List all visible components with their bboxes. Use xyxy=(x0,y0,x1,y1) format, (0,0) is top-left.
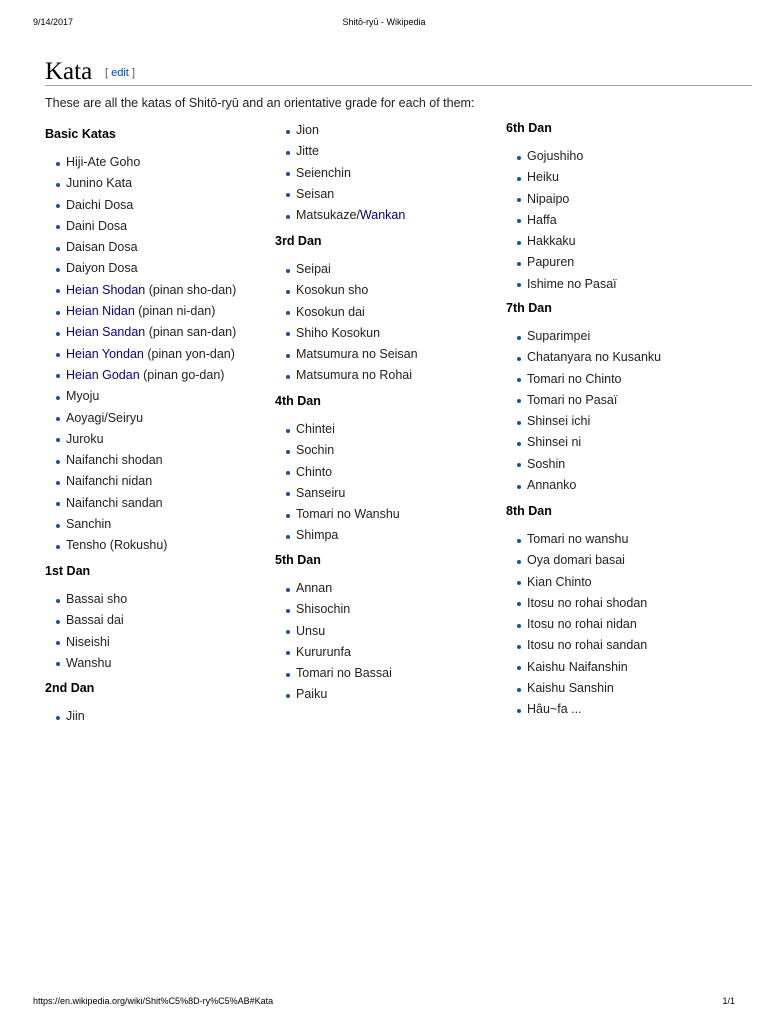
kata-list xyxy=(275,259,418,387)
kata-item xyxy=(506,274,617,295)
kata-text: Kian Chinto xyxy=(527,574,592,589)
kata-item xyxy=(275,684,392,705)
kata-item xyxy=(45,535,236,556)
kata-item xyxy=(45,258,236,279)
kata-item xyxy=(506,231,617,252)
print-date: 9/14/2017 xyxy=(33,17,74,27)
kata-text: Tomari no Wanshu xyxy=(296,507,400,522)
kata-text: Kaishu Naifanshin xyxy=(527,659,628,674)
kata-text: (pinan sho-dan) xyxy=(145,282,237,297)
kata-item xyxy=(506,252,617,273)
kata-text: Itosu no rohai sandan xyxy=(527,638,648,653)
kata-text: Wanshu xyxy=(66,655,112,670)
kata-link[interactable]: Heian Shodan xyxy=(66,282,146,297)
kata-text: Ishime no Pasaï xyxy=(527,276,617,291)
kata-text: Suparimpei xyxy=(527,329,591,343)
kata-list xyxy=(506,529,647,721)
kata-item xyxy=(275,599,392,620)
kata-text: Tomari no Pasaï xyxy=(527,392,618,407)
kata-list xyxy=(45,589,127,674)
kata-text: Annanko xyxy=(527,478,577,493)
print-page-number: 1/1 xyxy=(722,996,735,1006)
kata-item xyxy=(506,454,661,475)
kata-text: Aoyagi/Seiryu xyxy=(66,410,144,425)
kata-item xyxy=(45,632,127,653)
kata-item xyxy=(275,525,400,546)
kata-item xyxy=(275,578,392,599)
kata-item xyxy=(275,280,418,301)
kata-item xyxy=(45,344,236,365)
kata-link[interactable]: Heian Sandan xyxy=(66,325,146,340)
kata-item xyxy=(506,572,647,593)
kata-text: Unsu xyxy=(296,623,326,638)
kata-item xyxy=(45,280,236,301)
edit-link[interactable]: edit xyxy=(111,67,129,79)
grade-heading: Basic Katas xyxy=(45,127,116,141)
kata-text: Daini Dosa xyxy=(66,218,128,233)
kata-link[interactable]: Heian Nidan xyxy=(66,304,135,319)
kata-item xyxy=(506,529,647,550)
kata-text: Paiku xyxy=(296,687,328,702)
kata-item xyxy=(506,432,661,453)
kata-text: Kosokun sho xyxy=(296,283,369,298)
kata-item xyxy=(275,120,405,141)
kata-list xyxy=(45,706,94,727)
kata-item xyxy=(275,504,400,525)
kata-item xyxy=(45,589,127,610)
kata-text: Kururunfa xyxy=(296,644,351,659)
kata-item xyxy=(506,635,647,656)
kata-item xyxy=(45,514,236,535)
kata-item xyxy=(506,699,647,720)
print-page-title: Shitō-ryū - Wikipedia xyxy=(342,17,426,27)
kata-group xyxy=(275,120,405,226)
kata-text: Annan xyxy=(296,581,333,595)
kata-text: Papuren xyxy=(527,255,575,270)
kata-group xyxy=(506,502,647,721)
kata-text: Bassai dai xyxy=(66,613,124,628)
print-url: https://en.wikipedia.org/wiki/Shit%C5%8D-ry%C5%AB#Kata xyxy=(33,996,274,1006)
kata-text: Chatanyara no Kusanku xyxy=(527,350,662,365)
kata-text: Soshin xyxy=(527,456,566,471)
kata-item xyxy=(45,471,236,492)
grade-heading: 5th Dan xyxy=(275,553,321,567)
kata-text: Jion xyxy=(296,123,319,137)
kata-link[interactable]: Heian Yondan xyxy=(66,346,144,361)
kata-item xyxy=(275,163,405,184)
kata-item xyxy=(45,216,236,237)
kata-item xyxy=(275,141,405,162)
kata-item xyxy=(45,706,94,727)
kata-item xyxy=(275,663,392,684)
kata-text: Seipai xyxy=(296,262,331,276)
kata-item xyxy=(506,678,647,699)
section-intro: These are all the katas of Shitō-ryū and an orientative grade for each of them: xyxy=(45,96,475,110)
kata-item xyxy=(506,614,647,635)
kata-text: Itosu no rohai nidan xyxy=(527,617,637,632)
kata-item xyxy=(506,475,661,496)
grade-heading: 4th Dan xyxy=(275,394,321,408)
kata-text: Nipaipo xyxy=(527,191,570,206)
kata-group xyxy=(275,551,392,706)
edit-bracket-open: [ xyxy=(105,67,109,79)
section-heading xyxy=(45,58,752,86)
kata-item xyxy=(45,173,236,194)
kata-text: Hakkaku xyxy=(527,234,576,249)
kata-text: Matsumura no Seisan xyxy=(296,347,418,362)
kata-text: (pinan go-dan) xyxy=(139,367,225,382)
kata-item xyxy=(45,493,236,514)
kata-item xyxy=(45,429,236,450)
edit-section xyxy=(105,67,135,79)
kata-item xyxy=(45,450,236,471)
kata-text: Oya domari basai xyxy=(527,553,625,568)
kata-text: Kosokun dai xyxy=(296,304,365,319)
kata-item xyxy=(45,152,236,173)
kata-item xyxy=(506,326,661,347)
kata-list xyxy=(275,578,392,706)
kata-text: Chintei xyxy=(296,422,335,436)
kata-text: Naifanchi sandan xyxy=(66,495,163,510)
kata-item xyxy=(275,419,400,440)
kata-text: Naifanchi nidan xyxy=(66,474,153,489)
kata-text: Hiji-Ate Goho xyxy=(66,155,141,169)
kata-item xyxy=(275,184,405,205)
kata-item xyxy=(506,657,647,678)
kata-list xyxy=(506,146,617,295)
kata-group xyxy=(45,125,236,557)
kata-text: Chinto xyxy=(296,464,333,479)
grade-heading: 2nd Dan xyxy=(45,681,95,695)
kata-text: Daisan Dosa xyxy=(66,240,138,255)
kata-text: Daichi Dosa xyxy=(66,197,134,212)
kata-item xyxy=(275,483,400,504)
grade-heading: 7th Dan xyxy=(506,301,552,315)
kata-group xyxy=(506,119,617,295)
kata-text: Seienchin xyxy=(296,165,351,180)
kata-text: Itosu no rohai shodan xyxy=(527,595,648,610)
kata-text: Myoju xyxy=(66,389,100,404)
kata-text: Matsumura no Rohai xyxy=(296,368,413,383)
kata-item xyxy=(45,408,236,429)
kata-item xyxy=(275,323,418,344)
kata-list xyxy=(275,120,405,226)
kata-text: Shinsei ichi xyxy=(527,414,591,429)
kata-item xyxy=(45,610,127,631)
section-title: Kata xyxy=(45,58,93,85)
kata-item xyxy=(506,411,661,432)
kata-text: Hâu~fa ... xyxy=(527,702,582,717)
kata-text: Tomari no Chinto xyxy=(527,371,622,386)
kata-text: Haffa xyxy=(527,212,557,227)
kata-text: Shinsei ni xyxy=(527,435,582,450)
kata-text: Tensho (Rokushu) xyxy=(66,538,168,553)
kata-text: Seisan xyxy=(296,186,335,201)
kata-text: (pinan yon-dan) xyxy=(143,346,235,361)
kata-item xyxy=(45,386,236,407)
kata-item xyxy=(506,369,661,390)
kata-list xyxy=(275,419,400,547)
kata-text: Tomari no Bassai xyxy=(296,666,392,681)
kata-text: Junino Kata xyxy=(66,176,133,191)
kata-item xyxy=(275,365,418,386)
kata-item xyxy=(275,344,418,365)
kata-text: Shiho Kosokun xyxy=(296,325,381,340)
kata-group xyxy=(45,562,127,674)
kata-item xyxy=(506,593,647,614)
kata-item xyxy=(45,322,236,343)
kata-text: Sanseiru xyxy=(296,485,346,500)
kata-item xyxy=(506,189,617,210)
kata-text: Tomari no wanshu xyxy=(527,532,629,546)
kata-item xyxy=(45,301,236,322)
kata-item xyxy=(506,167,617,188)
edit-bracket-close: ] xyxy=(131,67,135,79)
kata-list xyxy=(45,152,236,557)
kata-text: Matsukaze/ xyxy=(296,208,360,223)
kata-item xyxy=(45,653,127,674)
kata-link[interactable]: Heian Godan xyxy=(66,367,140,382)
grade-heading: 8th Dan xyxy=(506,504,552,518)
kata-item xyxy=(45,365,236,386)
kata-group xyxy=(45,679,94,727)
kata-text: Niseishi xyxy=(66,634,110,649)
kata-item xyxy=(506,210,617,231)
grade-heading: 3rd Dan xyxy=(275,234,322,248)
kata-item xyxy=(45,237,236,258)
kata-link[interactable]: Wankan xyxy=(359,208,406,223)
kata-text: Gojushiho xyxy=(527,149,584,163)
kata-item xyxy=(45,195,236,216)
kata-text: Kaishu Sanshin xyxy=(527,681,614,696)
kata-text: Bassai sho xyxy=(66,592,128,606)
kata-group xyxy=(506,299,661,496)
kata-text: Heiku xyxy=(527,170,559,185)
kata-item xyxy=(506,347,661,368)
kata-item xyxy=(275,259,418,280)
kata-text: Shimpa xyxy=(296,528,339,543)
kata-text: Naifanchi shodan xyxy=(66,453,163,468)
kata-item xyxy=(275,440,400,461)
kata-group xyxy=(275,392,400,547)
kata-item xyxy=(275,642,392,663)
kata-text: Juroku xyxy=(66,431,104,446)
kata-text: Jiin xyxy=(66,709,85,723)
kata-item xyxy=(275,621,392,642)
kata-text: Sanchin xyxy=(66,517,112,532)
kata-item xyxy=(275,205,405,226)
kata-group xyxy=(275,232,418,387)
kata-text: Shisochin xyxy=(296,602,351,617)
kata-item xyxy=(275,462,400,483)
kata-text: (pinan ni-dan) xyxy=(134,304,216,319)
kata-item xyxy=(506,146,617,167)
kata-item xyxy=(275,302,418,323)
kata-text: Sochin xyxy=(296,443,335,458)
kata-text: (pinan san-dan) xyxy=(145,325,237,340)
kata-item xyxy=(506,390,661,411)
grade-heading: 1st Dan xyxy=(45,564,91,578)
grade-heading: 6th Dan xyxy=(506,121,552,135)
kata-list xyxy=(506,326,661,496)
kata-text: Jitte xyxy=(296,144,319,159)
kata-item xyxy=(506,550,647,571)
kata-text: Daiyon Dosa xyxy=(66,261,138,276)
